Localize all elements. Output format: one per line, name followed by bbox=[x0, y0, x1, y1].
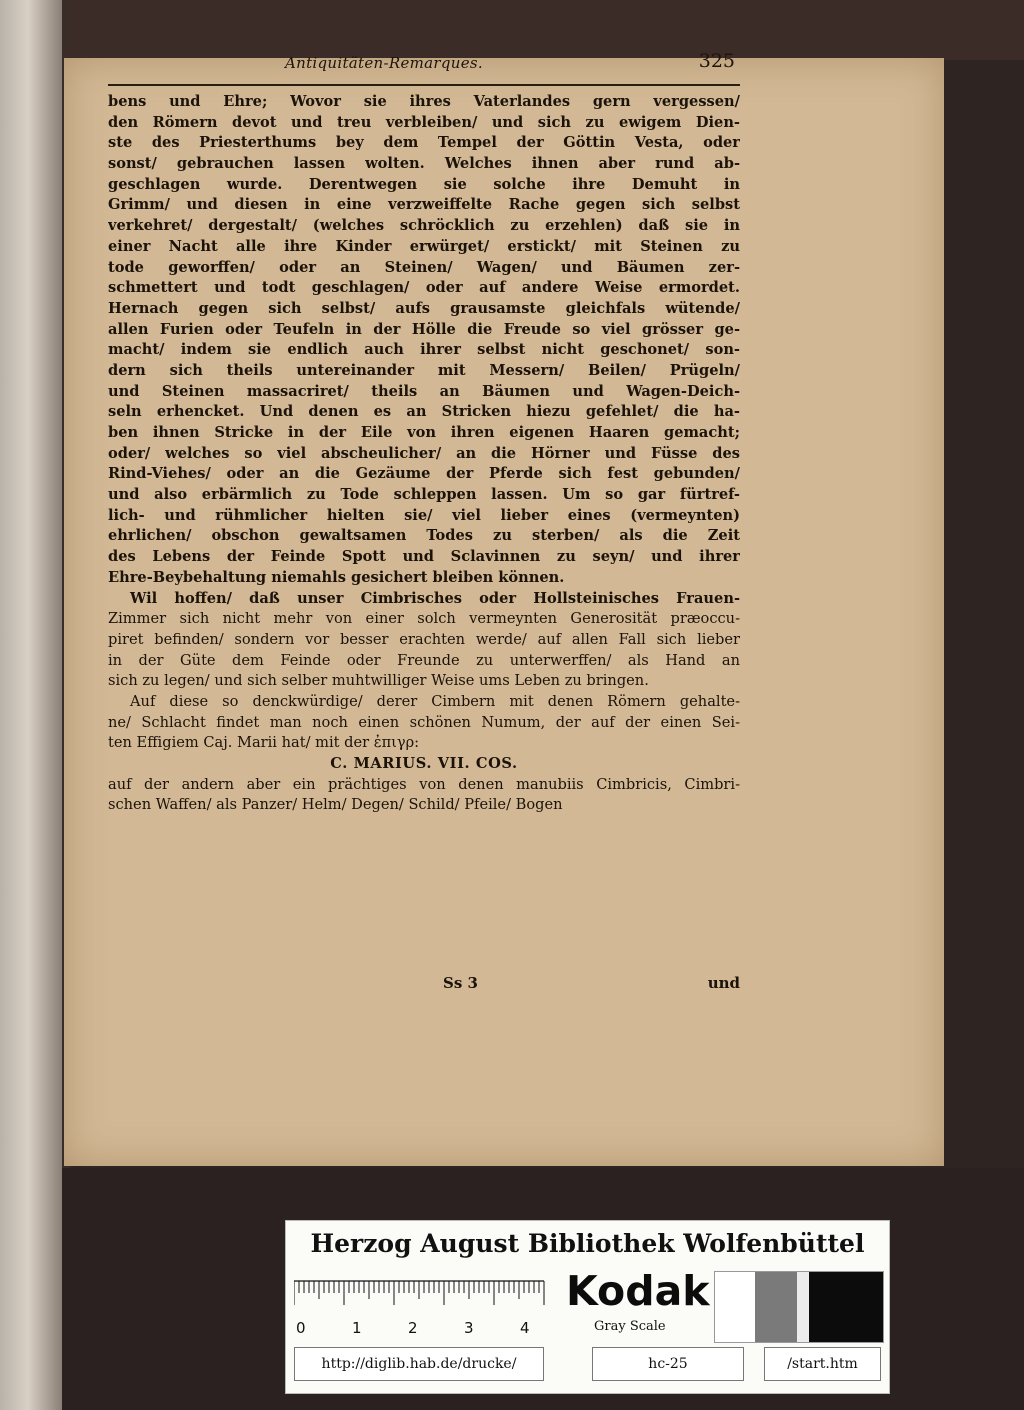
text-line: verkehret/ dergestalt/ (welches schröcklich zu erzehlen) daß sie in bbox=[108, 217, 740, 235]
text-line: lich- und rühmlicher hielten sie/ viel lieber eines (vermeynten) bbox=[108, 506, 740, 524]
library-name: Herzog August Bibliothek Wolfenbüttel bbox=[310, 1229, 865, 1258]
ruler-number: 4 bbox=[520, 1319, 530, 1337]
ruler-number: 2 bbox=[408, 1319, 418, 1337]
text-line: Ehre-Beybehaltung niemahls gesichert bleiben können. bbox=[108, 568, 565, 586]
text-line: auf der andern aber ein prächtiges von denen manubiis Cimbricis, Cimbri- bbox=[108, 775, 740, 793]
gray-patch-white bbox=[715, 1272, 755, 1342]
gray-patch-light bbox=[797, 1272, 809, 1342]
text-line: Zimmer sich nicht mehr von einer solch vermeynten Generosität præoccu- bbox=[108, 610, 740, 628]
text-line: Wil hoffen/ daß unser Cimbrisches oder Hollsteinisches Frauen- bbox=[130, 589, 740, 607]
text-line: Rind-Viehes/ oder an die Gezäume der Pferde sich fest gebunden/ bbox=[108, 465, 740, 483]
library-url: http://diglib.hab.de/drucke/ bbox=[294, 1347, 544, 1381]
text-line: und also erbärmlich zu Tode schleppen lassen. Um so gar fürtref- bbox=[108, 486, 740, 504]
text-line: dern sich theils untereinander mit Messern/ Beilen/ Prügeln/ bbox=[108, 361, 740, 379]
text-line: piret befinden/ sondern vor besser erachten werde/ auf allen Fall sich lieber bbox=[108, 630, 740, 648]
text-line: sich zu legen/ und sich selber muhtwilliger Weise ums Leben zu bringen. bbox=[108, 672, 649, 690]
text-line: den Römern devot und treu verbleiben/ und sich zu ewigem Dien- bbox=[108, 113, 740, 131]
page-footer bbox=[108, 974, 740, 998]
text-line: Auf diese so denckwürdige/ derer Cimbern mit denen Römern gehalte- bbox=[130, 692, 740, 710]
text-line: Grimm/ und diesen in eine verzweiffelte Rache gegen sich selbst bbox=[108, 196, 740, 214]
text-line: des Lebens der Feinde Spott und Sclavinnen zu seyn/ und ihrer bbox=[108, 548, 740, 566]
text-line: macht/ indem sie endlich auch ihrer selbst nicht geschonet/ son- bbox=[108, 341, 740, 359]
adjacent-page-edge bbox=[0, 0, 62, 1410]
text-line: Hernach gegen sich selbst/ aufs grausamste gleichfals wütende/ bbox=[108, 299, 740, 317]
running-header bbox=[285, 48, 735, 78]
text-line: schmettert und todt geschlagen/ oder auf andere Weise ermordet. bbox=[108, 279, 740, 297]
page-body-text bbox=[108, 92, 740, 816]
ruler-number: 3 bbox=[464, 1319, 474, 1337]
text-line: C. MARIUS. VII. COS. bbox=[330, 755, 518, 772]
gray-patch-black bbox=[809, 1272, 883, 1342]
gray-scale-label: Gray Scale bbox=[594, 1319, 666, 1334]
text-line: ste des Priesterthums bey dem Tempel der Göttin Vesta, oder bbox=[108, 134, 740, 152]
scan-reference-card bbox=[285, 1220, 890, 1394]
text-line: in der Güte dem Feinde oder Freunde zu unterwerffen/ als Hand an bbox=[108, 651, 740, 669]
text-line: einer Nacht alle ihre Kinder erwürget/ erstickt/ mit Steinen zu bbox=[108, 237, 740, 255]
gray-patch-mid bbox=[755, 1272, 797, 1342]
text-line: ehrlichen/ obschon gewaltsamen Todes zu sterben/ als die Zeit bbox=[108, 527, 740, 545]
ruler-number: 0 bbox=[296, 1319, 306, 1337]
text-line: sonst/ gebrauchen lassen wolten. Welches ihnen aber rund ab- bbox=[108, 155, 740, 173]
header-rule bbox=[108, 84, 740, 86]
measurement-ruler bbox=[294, 1273, 566, 1343]
start-page-box: /start.htm bbox=[764, 1347, 881, 1381]
text-line: seln erhencket. Und denen es an Stricken hiezu gefehlet/ die ha- bbox=[108, 403, 740, 421]
text-line: ben ihnen Stricke in der Eile von ihren eigenen Haaren gemacht; bbox=[108, 424, 740, 441]
text-line: tode geworffen/ oder an Steinen/ Wagen/ und Bäumen zer- bbox=[108, 258, 740, 276]
shelfmark-box: hc-25 bbox=[592, 1347, 744, 1381]
text-line: schen Waffen/ als Panzer/ Helm/ Degen/ Schild/ Pfeile/ Bogen bbox=[108, 796, 563, 814]
signature-mark: Ss 3 bbox=[443, 974, 478, 992]
catchword: und bbox=[707, 974, 740, 992]
text-line: allen Furien oder Teufeln in der Hölle die Freude so viel grösser ge- bbox=[108, 320, 740, 338]
gray-scale-patches bbox=[714, 1271, 884, 1343]
running-title: Antiquitäten-Remarques. bbox=[285, 54, 483, 72]
text-line: bens und Ehre; Wovor sie ihres Vaterlandes gern vergessen/ bbox=[108, 93, 740, 110]
text-line: ne/ Schlacht findet man noch einen schönen Numum, der auf der einen Sei- bbox=[108, 713, 740, 731]
text-line: ten Effigiem Caj. Marii hat/ mit der ἐπιγρ: bbox=[108, 734, 420, 752]
kodak-logo: Kodak bbox=[566, 1267, 710, 1315]
text-line: und Steinen massacriret/ theils an Bäumen und Wagen-Deich- bbox=[108, 382, 740, 400]
ruler-number: 1 bbox=[352, 1319, 362, 1337]
text-line: oder/ welches so viel abscheulicher/ an die Hörner und Füsse des bbox=[108, 444, 740, 462]
text-line: geschlagen wurde. Derentwegen sie solche ihre Demuht in bbox=[108, 175, 740, 193]
page-number: 325 bbox=[698, 50, 735, 72]
